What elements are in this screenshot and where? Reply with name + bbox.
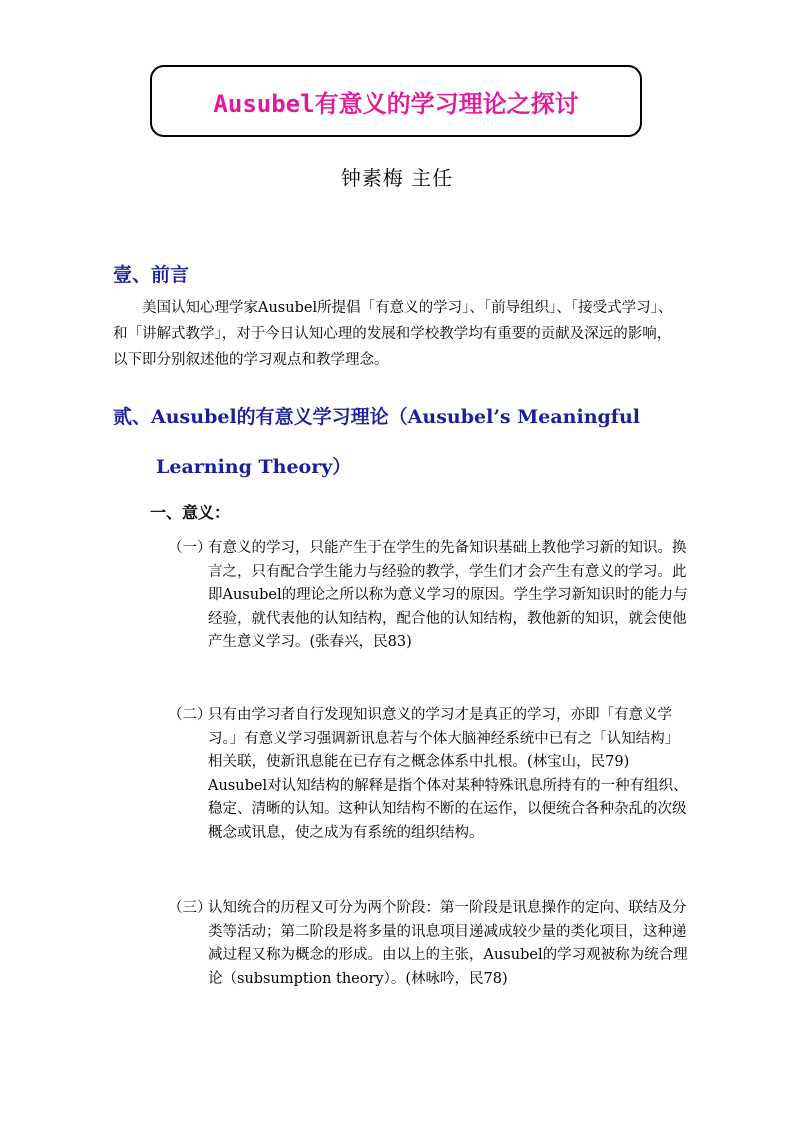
document-title: Ausubel有意义的学习理论之探讨: [213, 89, 579, 118]
item-number: （三）: [168, 900, 212, 916]
item-number: （一）: [168, 540, 212, 556]
list-item: [168, 537, 688, 655]
list-item: [168, 704, 688, 845]
subheading-meaning: 一、意义：: [150, 503, 231, 522]
section-heading-theory-line2: Learning Theory）: [156, 456, 352, 478]
preface-paragraph: 美国认知心理学家Ausubel所提倡「有意义的学习」、「前导组织」、「接受式学习」、和「讲解式教学」，对于今日认知心理的发展和学校教学均有重要的贡献及深远的影响，以下即分别叙述他的学习观点和教学理念。: [113, 300, 673, 368]
title-box: [150, 65, 642, 137]
author-line: 钟素梅 主任: [340, 166, 454, 190]
list-item: [168, 897, 688, 991]
section-heading-theory-line1: 贰、Ausubel的有意义学习理论（Ausubel’s Meaningful: [113, 406, 641, 428]
item-number: （二）: [168, 707, 212, 723]
item-text: 认知统合的历程又可分为两个阶段：第一阶段是讯息操作的定向、联结及分类等活动；第二阶段是将多量的讯息项目递减成较少量的类化项目，这种递减过程又称为概念的形成。由以上的主张，Ausubel的学习观被称为统合理论（subsumption theory）。(林咏吟，民78): [208, 900, 688, 987]
section-heading-preface: 壹、前言: [113, 264, 190, 286]
item-text-continued: Ausubel对认知结构的解释是指个体对某种特殊讯息所持有的一种有组织、稳定、清晰的认知。这种认知结构不断的在运作，以便统合各种杂乱的次级概念或讯息，使之成为有系统的组织结构。: [208, 777, 688, 841]
item-text: 有意义的学习，只能产生于在学生的先备知识基础上教他学习新的知识。换言之，只有配合学生能力与经验的教学，学生们才会产生有意义的学习。此即Ausubel的理论之所以称为意义学习的原因。学生学习新知识时的能力与经验，就代表他的认知结构，配合他的认知结构，教他新的知识，就会使他产生意义学习。(张春兴，民83): [208, 540, 688, 650]
item-text: 只有由学习者自行发现知识意义的学习才是真正的学习，亦即「有意义学习。」有意义学习强调新讯息若与个体大脑神经系统中已有之「认知结构」相关联，使新讯息能在已存有之概念体系中扎根。(林宝山，民79): [208, 707, 680, 770]
